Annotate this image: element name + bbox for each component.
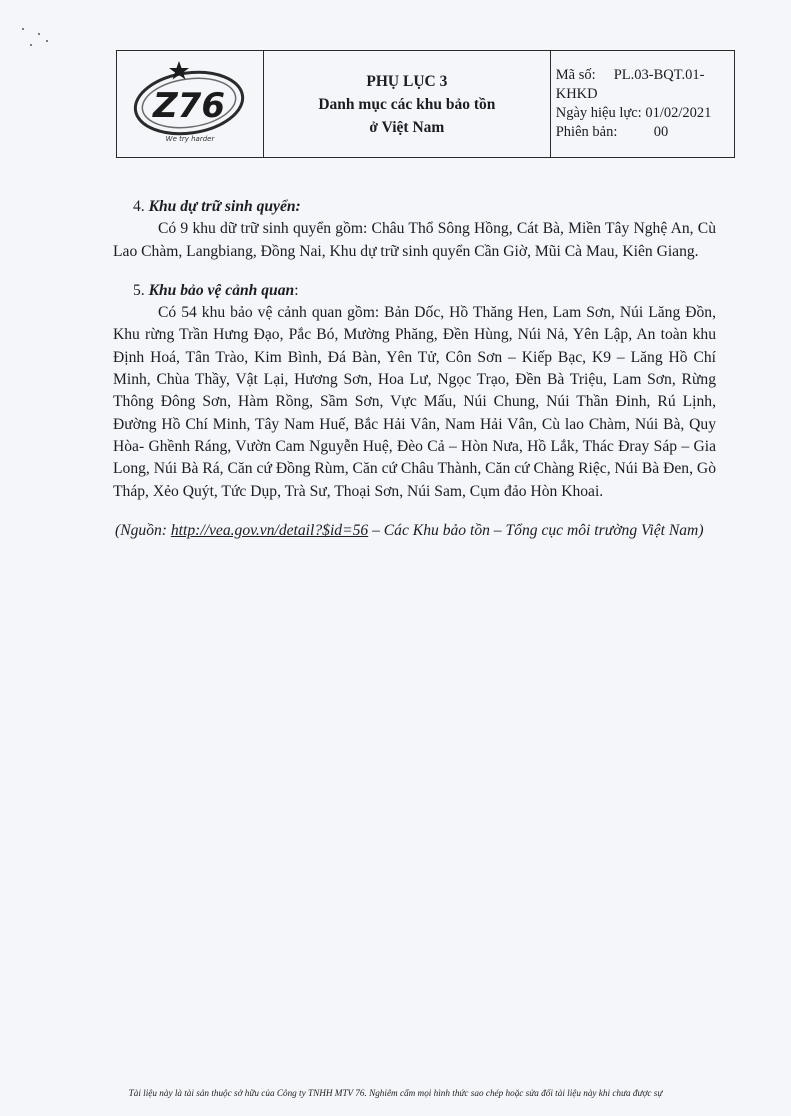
- section-landscape-protection: [113, 280, 716, 503]
- logo-cell: [117, 51, 264, 158]
- company-logo: [117, 51, 263, 157]
- scan-speck: [38, 33, 40, 35]
- version: Phiên bản: 00: [555, 124, 669, 140]
- effective-date: Ngày hiệu lực: 01/02/2021: [555, 105, 712, 121]
- title-cell: [264, 51, 551, 158]
- section-heading: 4. Khu dự trữ sinh quyển:: [133, 198, 301, 215]
- section-paragraph: Có 54 khu bảo vệ cảnh quan gồm: Bản Dốc, Hồ Thăng Hen, Lam Sơn, Núi Lăng Đồn, Khu rừng Trần Hưng Đạo, Pắc Bó, Mường Phăng, Đền Hùng, Núi Nả, Yên Lập, An toàn khu Định Hoá, Tân Trào, Kim Bình, Đá Bàn, Yên Tử, Côn Sơn – Kiếp Bạc, K9 – Lăng Hồ Chí Minh, Chùa Thầy, Vật Lại, Hương Sơn, Hoa Lư, Ngọc Trạo, Đền Bà Triệu, Lam Sơn, Rừng Thông Đông Sơn, Hàm Rồng, Sầm Sơn, Vực Mấu, Núi Chung, Núi Thần Đinh, Rú Lịnh, Đường Hồ Chí Minh, Tây Nam Huế, Bắc Hải Vân, Nam Hải Vân, Cù lao Chàm, Núi Bà, Quy Hòa- Ghềnh Ráng, Vườn Cam Nguyễn Huệ, Đèo Cả – Hòn Nưa, Hồ Lắk, Thác Đray Sáp – Gia Long, Núi Bà Rá, Căn cứ Đồng Rùm, Căn cứ Châu Thành, Căn cứ Chàng Riệc, Núi Bà Đen, Gò Tháp, Xẻo Quýt, Tức Dụp, Trà Sư, Thoại Sơn, Núi Sam, Cụm đảo Hòn Khoai.: [113, 304, 716, 500]
- svg-text:Z76: Z76: [153, 86, 225, 126]
- confidentiality-footer: Tài liệu này là tài sản thuộc sở hữu của Công ty TNHH MTV 76. Nghiêm cấm mọi hình thức sao chép hoặc sửa đổi tài liệu này khi chưa được sự: [128, 1088, 663, 1098]
- document-header: [116, 50, 735, 158]
- logo-tagline: We try harder: [165, 135, 215, 143]
- section-heading: 5. Khu bảo vệ cảnh quan:: [133, 281, 299, 299]
- meta-cell: [550, 51, 734, 158]
- scan-speck: [30, 44, 32, 46]
- source-citation: (Nguồn: http://vea.gov.vn/detail?$id=56 – Các Khu bảo tồn – Tổng cục môi trường Việt Nam): [115, 521, 704, 539]
- document-code: Mã số: PL.03-BQT.01-: [555, 67, 705, 83]
- source-link[interactable]: http://vea.gov.vn/detail?$id=56: [170, 521, 369, 539]
- document-body: [113, 196, 716, 542]
- section-biosphere-reserves: [113, 196, 716, 263]
- scan-speck: [22, 28, 24, 30]
- document-title: Danh mục các khu bảo tồn: [318, 95, 496, 113]
- appendix-title: PHỤ LỤC 3: [366, 72, 448, 90]
- section-paragraph: Có 9 khu dữ trữ sinh quyển gồm: Châu Thổ Sông Hồng, Cát Bà, Miền Tây Nghệ An, Cù Lao Chàm, Langbiang, Đồng Nai, Khu dự trữ sinh quyển Cần Giờ, Mũi Cà Mau, Kiên Giang.: [113, 220, 716, 260]
- document-code-cont: KHKD: [555, 86, 598, 102]
- document-title-cont: ở Việt Nam: [369, 118, 445, 136]
- scan-speck: [46, 40, 48, 42]
